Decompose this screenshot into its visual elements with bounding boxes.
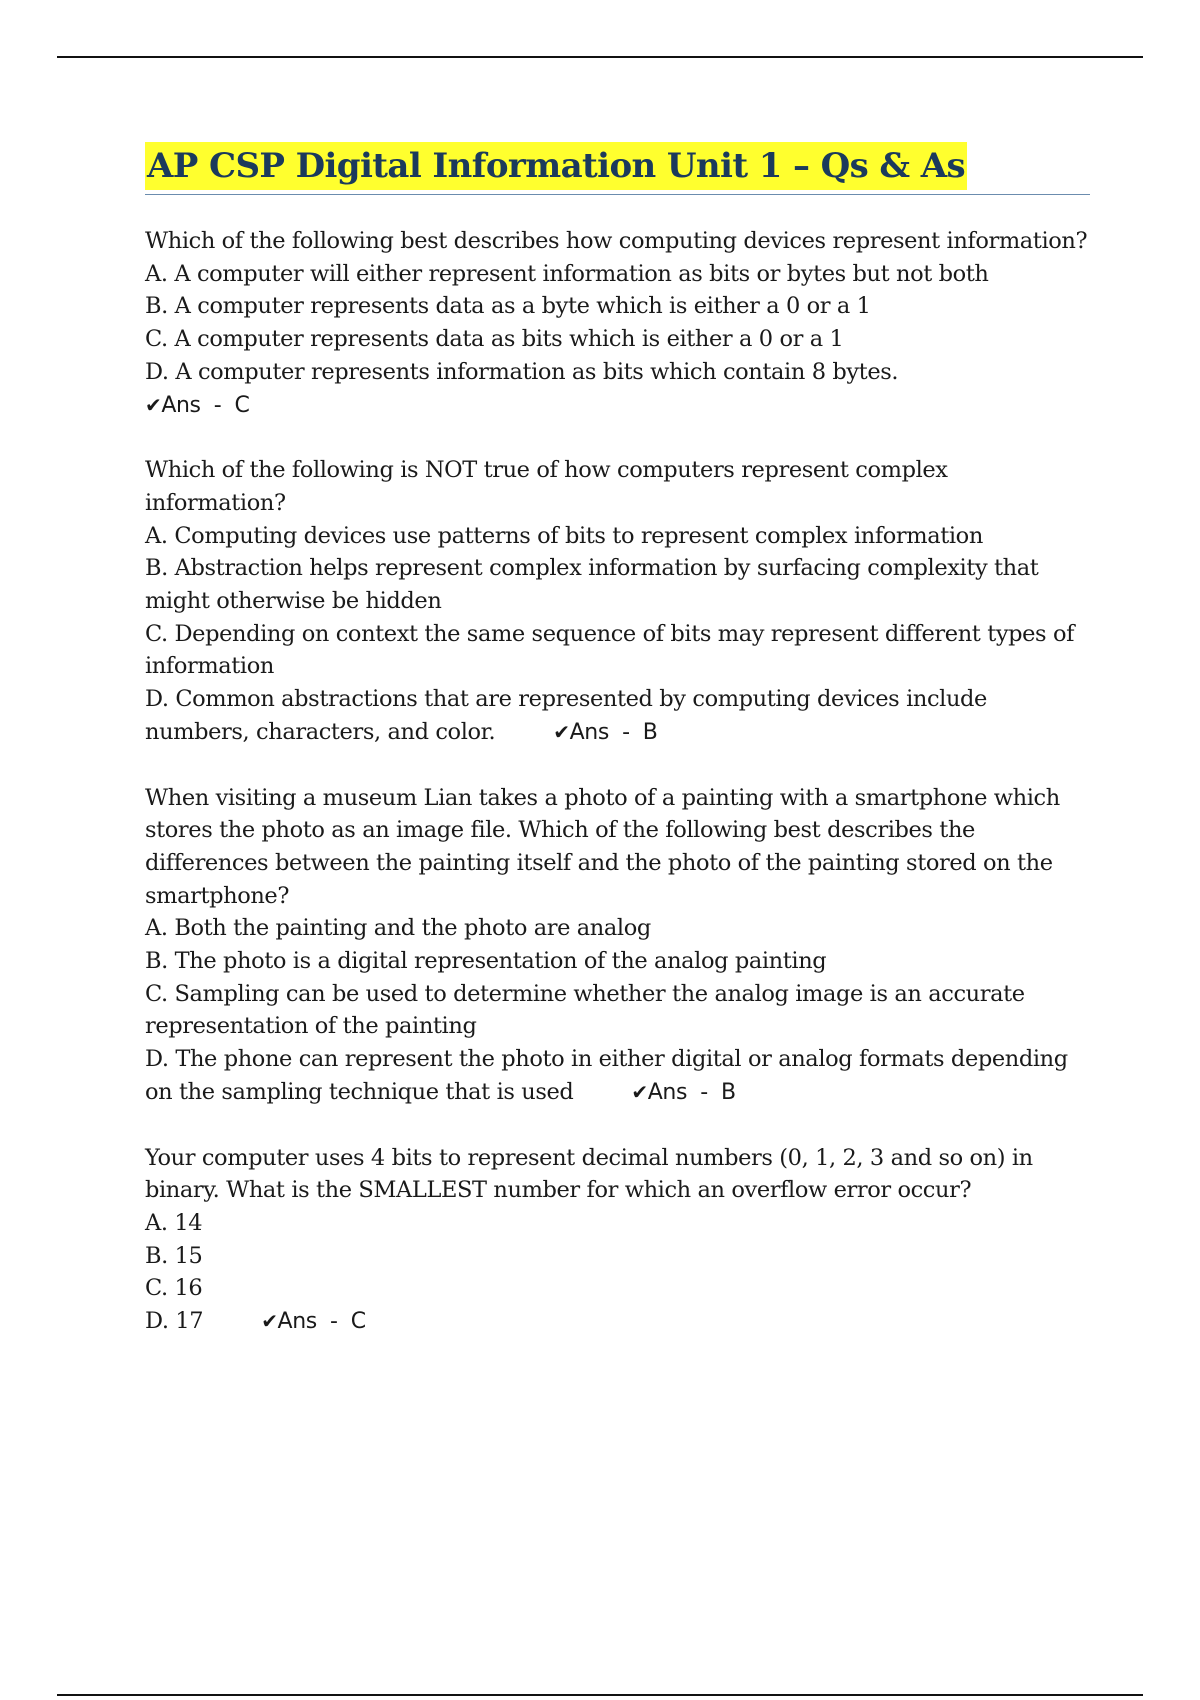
option-b: B. 15 bbox=[145, 1242, 203, 1269]
check-mark-icon: ✔ bbox=[553, 719, 570, 744]
check-mark-icon: ✔ bbox=[261, 1309, 278, 1334]
question-text: When visiting a museum Lian takes a photo of a painting with a smartphone which stores the photo as an image file. Which of the following best describes the differences between the painting itself and the photo of the painting stored on the smartphone? bbox=[145, 784, 1060, 909]
answer-text: Ans - C bbox=[277, 1309, 366, 1335]
answer-text: Ans - C bbox=[161, 392, 250, 418]
question-text: Which of the following is NOT true of how computers represent complex information? bbox=[145, 457, 948, 516]
option-d: D. A computer represents information as bits which contain 8 bytes. bbox=[145, 358, 899, 385]
answer-text: Ans - B bbox=[569, 719, 658, 745]
option-a: A. 14 bbox=[145, 1209, 203, 1236]
option-d: D. Common abstractions that are represented by computing devices include numbers, characters, and color. bbox=[145, 686, 987, 745]
option-b: B. The photo is a digital representation of the analog painting bbox=[145, 948, 827, 975]
answer-line bbox=[631, 1076, 735, 1110]
option-d-with-answer bbox=[145, 683, 1090, 749]
option-a: A. Both the painting and the photo are analog bbox=[145, 915, 651, 942]
question-block-1 bbox=[145, 225, 1090, 422]
option-c: C. 16 bbox=[145, 1275, 203, 1302]
option-d-with-answer bbox=[145, 1305, 1090, 1339]
option-b: B. Abstraction helps represent complex information by surfacing complexity that might otherwise be hidden bbox=[145, 555, 1039, 615]
document-title: AP CSP Digital Information Unit 1 – Qs & As bbox=[145, 142, 967, 190]
check-mark-icon: ✔ bbox=[145, 392, 162, 417]
header-rule bbox=[57, 56, 1143, 58]
answer-line bbox=[261, 1305, 366, 1339]
question-block-4 bbox=[145, 1142, 1090, 1339]
check-mark-icon: ✔ bbox=[631, 1079, 648, 1104]
title-block bbox=[145, 142, 1090, 195]
option-d: D. The phone can represent the photo in either digital or analog formats depending on the sampling technique that is used bbox=[145, 1046, 1068, 1105]
option-d-with-answer bbox=[145, 1043, 1090, 1109]
option-c: C. A computer represents data as bits which is either a 0 or a 1 bbox=[145, 326, 844, 353]
option-c: C. Sampling can be used to determine whether the analog image is an accurate representation of the painting bbox=[145, 980, 1025, 1040]
question-text: Which of the following best describes how computing devices represent information? bbox=[145, 228, 1088, 254]
document-body bbox=[145, 142, 1090, 1371]
option-a: A. Computing devices use patterns of bits to represent complex information bbox=[145, 522, 983, 549]
option-c: C. Depending on context the same sequence of bits may represent different types of information bbox=[145, 620, 1075, 680]
option-a: A. A computer will either represent information as bits or bytes but not both bbox=[145, 260, 989, 287]
question-block-3 bbox=[145, 782, 1090, 1110]
question-block-2 bbox=[145, 454, 1090, 749]
option-b: B. A computer represents data as a byte which is either a 0 or a 1 bbox=[145, 293, 871, 320]
question-text: Your computer uses 4 bits to represent decimal numbers (0, 1, 2, 3 and so on) in binary. What is the SMALLEST number for which an overflow error occur? bbox=[145, 1144, 1033, 1204]
option-d: D. 17 bbox=[145, 1308, 204, 1335]
answer-text: Ans - B bbox=[647, 1079, 736, 1105]
answer-line bbox=[553, 716, 657, 750]
answer-line bbox=[145, 389, 1090, 423]
footer-rule bbox=[57, 1694, 1143, 1696]
